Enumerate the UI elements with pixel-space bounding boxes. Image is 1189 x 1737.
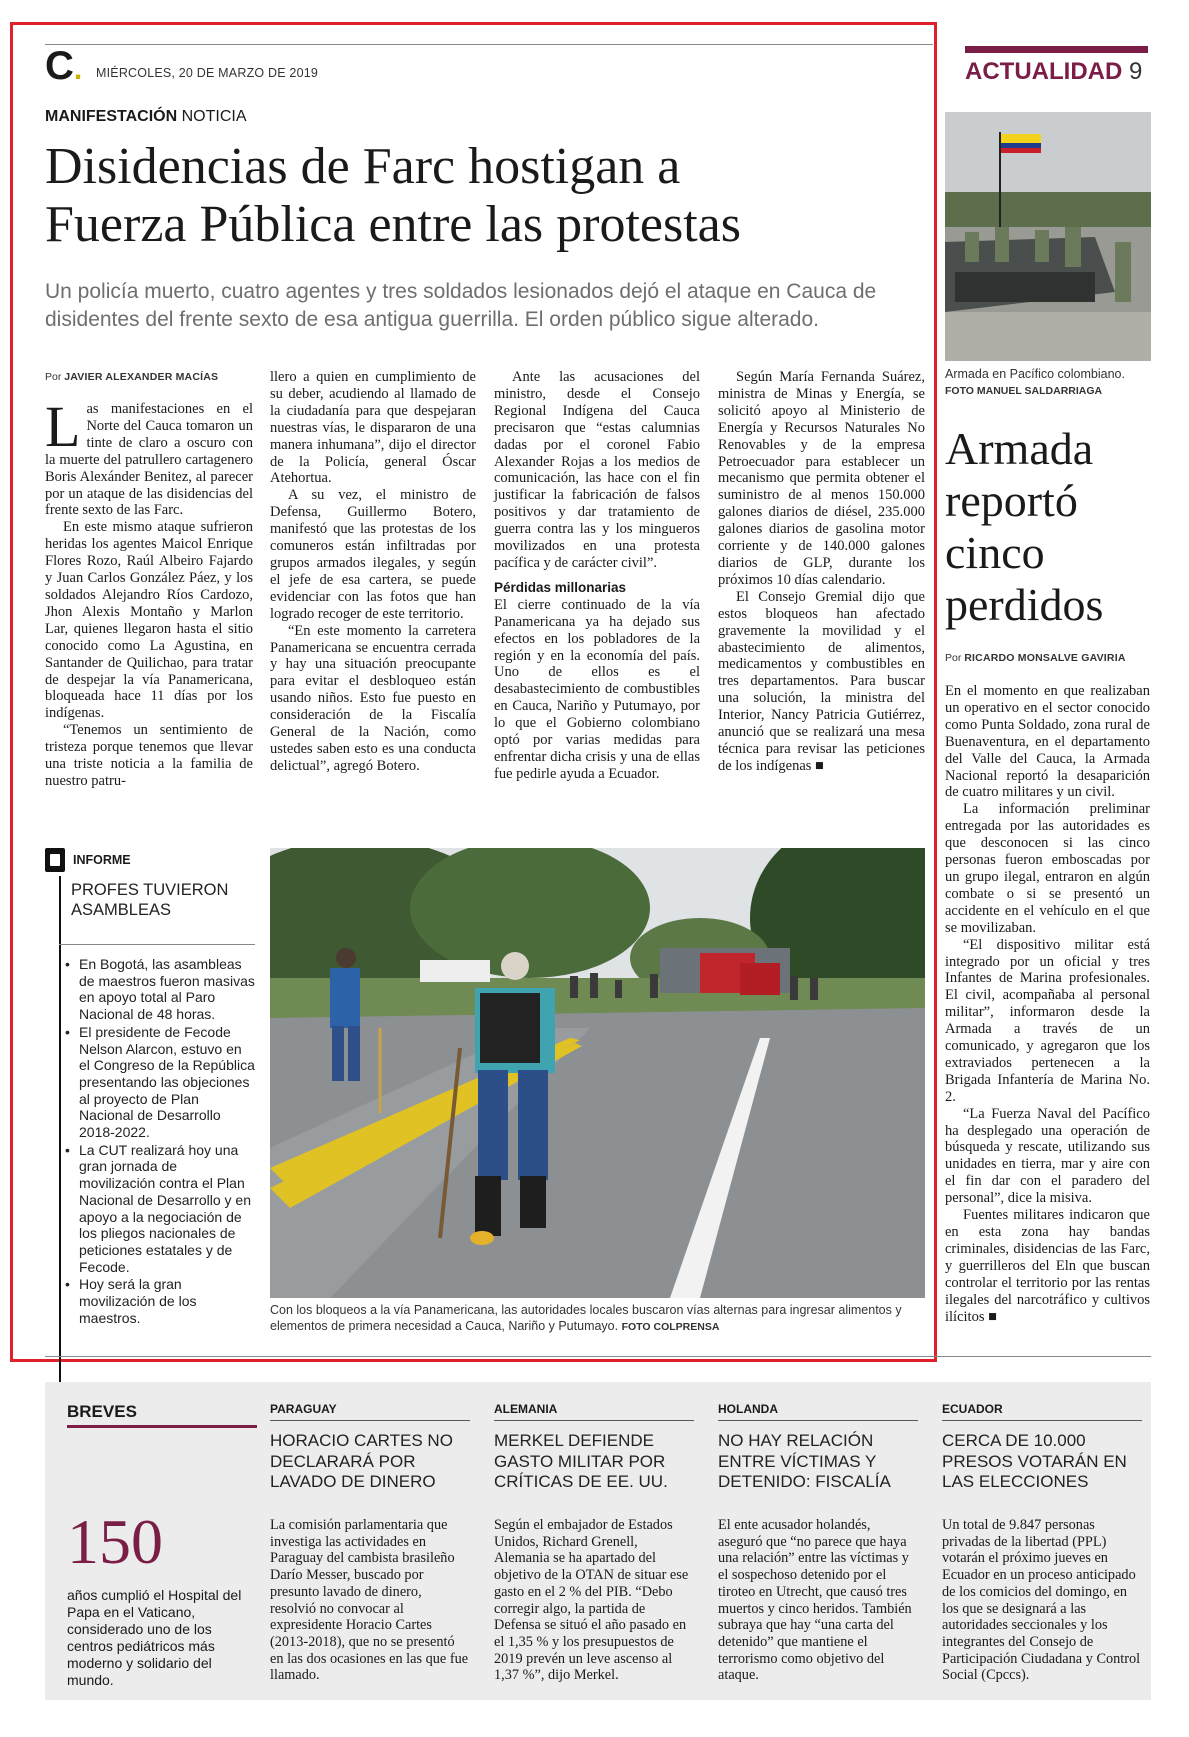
breves-panel — [45, 1382, 1151, 1700]
breves-title: BREVES — [67, 1402, 137, 1421]
side-headline: Armada reportó cinco perdidos — [945, 423, 1104, 630]
list-item: • Hoy será la gran movilización de los maestros. — [65, 1276, 255, 1326]
breve-text: Un total de 9.847 personas privadas de la libertad (PPL) votarán el próximo jueves en Ecuador en un proceso anticipado de los comicios del domingo, en los que se designará a las autoridades seccionales y los integrantes del Consejo de Participación Ciudadana y Control Social (Cpccs). — [942, 1517, 1141, 1684]
breves-big-text: años cumplió el Hospital del Papa en el Vaticano, considerado uno de los centros pediátricos más moderno y solidario del mundo. — [67, 1587, 242, 1688]
article-column-4: Según María Fernanda Suárez, ministra de Minas y Energía, se solicitó apoyo al Ministerio de Energía y Recursos Naturales No Renovables y de la empresa Petroecuador para establecer un mecanismo que permita obtener el suministro de al menos 150.000 galones diarios de diésel, 235.000 galones diarios de gasolina motor corriente y de 140.000 galones diarios de GLP, durante los próximos 10 días calendario. El Consejo Gremial dijo que estos bloqueos han afectado gravemente la movilidad y el abastecimiento de alimentos, medicamentos y combustibles en tres departamentos. Para buscar una solución, la ministra del Interior, Nancy Patricia Gutiérrez, anunció que se realizará una mesa técnica para revisar las peticiones de los indígenas ■ — [718, 369, 925, 774]
breve-title: CERCA DE 10.000 PRESOS VOTARÁN EN LAS ELECCIONES — [942, 1431, 1127, 1491]
breve-country: ECUADOR — [942, 1402, 1003, 1416]
breve-title: HORACIO CARTES NO DECLARARÁ POR LAVADO DE DINERO — [270, 1431, 453, 1491]
article-headline: Disidencias de Farc hostigan a Fuerza Pública entre las protestas — [45, 138, 741, 253]
list-item: • El presidente de Fecode Nelson Alarcon, estuvo en el Congreso de la República presentando las objeciones al proyecto de Plan Nacional de Desarrollo 2018-2022. — [65, 1024, 255, 1141]
page-number: 9 — [1128, 58, 1143, 85]
breve-title: NO HAY RELACIÓN ENTRE VÍCTIMAS Y DETENIDO: FISCALÍA — [718, 1431, 891, 1491]
breve-text: Según el embajador de Estados Unidos, Richard Grenell, Alemania se ha apartado del objetivo de la OTAN de situar ese gasto en el 2 % del PIB. “Debo corregir algo, la partida de Defensa se situó el año pasado en el 1,35 % y los presupuestos de 2019 prevén un leve ascenso al 1,37 %”, dijo Merkel. — [494, 1517, 689, 1684]
article-deck: Un policía muerto, cuatro agentes y tres soldados lesionados dejó el ataque en Cauca de disidentes del frente sexto de esa antigua guerrilla. El orden público sigue alterado. — [45, 280, 877, 331]
breve-country: HOLANDA — [718, 1402, 778, 1416]
breve-item — [942, 1402, 1142, 1684]
list-item: • En Bogotá, las asambleas de maestros fueron masivas en apoyo total al Paro Nacional de 48 horas. — [65, 956, 255, 1023]
breve-title: MERKEL DEFIENDE GASTO MILITAR POR CRÍTICAS DE EE. UU. — [494, 1431, 668, 1491]
side-photo-credit: FOTO MANUEL SALDARRIAGA — [945, 385, 1103, 397]
header-rule — [45, 44, 933, 45]
main-photo-caption: Con los bloqueos a la vía Panamericana, las autoridades locales buscaron vías alternas para ingresar alimentos y elementos de primera necesidad a Cauca, Nariño y Putumayo. FOTO COLPRENSA — [270, 1303, 902, 1333]
section-label: ACTUALIDAD 9 — [965, 58, 1143, 85]
footer-rule — [45, 1356, 1151, 1357]
main-photo — [270, 848, 925, 1298]
section-bar — [965, 46, 1148, 53]
breve-country: PARAGUAY — [270, 1402, 337, 1416]
article-column-3: Ante las acusaciones del ministro, desde el Consejo Regional Indígena del Cauca precisaron que “estas calumnias dadas por el coronel Fabio Alexander Rojas a los medios de comunicación, las hace con el fin justificar la fabricación de falsos positivos y dar tratamiento de guerra contra las y los mingueros movilizados en una protesta pacífica y de carácter civil”. Pérdidas millonarias El cierre continuado de la vía Panamericana ya ha dejado sus efectos en los pobladores de la región y en la economía del país. Uno de ellos es el desabastecimiento de combustibles en Cauca, Nariño y Putumayo, por lo que el Gobierno colombiano optó por varias medidas para enfrentar dicha crisis y una de ellas fue pedirle ayuda a Ecuador. — [494, 369, 700, 782]
side-photo-caption: Armada en Pacífico colombiano. FOTO MANUEL SALDARRIAGA — [945, 367, 1125, 397]
newspaper-logo: C. — [45, 44, 83, 88]
informe-title: PROFES TUVIERON ASAMBLEAS — [71, 881, 229, 919]
issue-date: MIÉRCOLES, 20 DE MARZO DE 2019 — [96, 66, 319, 80]
list-item: • La CUT realizará hoy una gran jornada de movilización contra el Plan Nacional de Desarrollo y en apoyo a la negociación de los pliegos nacionales de peticiones estatales y de Fecode. — [65, 1142, 255, 1276]
side-photo — [945, 112, 1151, 361]
breves-big-number: 150 — [67, 1506, 163, 1577]
article-column-2: llero a quien en cumplimiento de su deber, acudiendo al llamado de la ciudadanía para que despejaran nuestras vías, le dispararon de una manera inhumana”, dijo el director de la Policía, general Óscar Atehortua. A su vez, el ministro de Defensa, Guillermo Botero, manifestó que las protestas de los comuneros están infiltradas por grupos armados ilegales, y según el jefe de esa cartera, se puede evidenciar con las fotos que han logrado recoger de este territorio. “En este momento la carretera Panamericana se encuentra cerrada y hay una situación preocupante para evitar el desbloqueo están usando niños. Esto fue puesto en consideración de la Fiscalía General de la Nación, como ustedes saben esto es una conducta delictual”, agregó Botero. — [270, 369, 476, 774]
article-column-1: Las manifestaciones en el Norte del Cauca tomaron un tinte de claro a oscuro con la muerte del patrullero cartagenero Boris Alexánder Benitez, al parecer por un ataque de las disidencias del frente sexto de las Farc. En este mismo ataque sufrieron heridas los agentes Maicol Enrique Flores Rozo, Raúl Albeiro Fajardo y Juan Carlos González Páez, y los soldados Alejandro Ríos Cardozo, Jhon Alexis Montaño y Marlon Lar, quienes llegaron hasta el sitio conocido como La Agustina, en Santander de Quilichao, para tratar de despejar la vía Panamericana, bloqueada hace 11 días por los indígenas. “Tenemos un sentimiento de tristeza porque tenemos que llevar una triste noticia a la familia de nuestro patru- — [45, 394, 253, 789]
article-kicker: MANIFESTACIÓN NOTICIA — [45, 108, 247, 125]
article-byline: Por JAVIER ALEXANDER MACÍAS — [45, 371, 219, 383]
photo-credit: FOTO COLPRENSA — [621, 1321, 720, 1333]
document-icon — [45, 848, 65, 872]
informe-list — [65, 956, 255, 1327]
informe-label: INFORME — [73, 853, 131, 867]
subheading: Pérdidas millonarias — [494, 579, 627, 595]
breve-text: El ente acusador holandés, aseguró que “no parece que haya una relación” entre las víctimas y el sospechoso detenido por el tiroteo en Utrecht, que causó tres muertos y cinco heridos. También subraya que hay “una carta del detenido” que mantiene el terrorismo como objetivo del ataque. — [718, 1517, 912, 1684]
breve-item — [494, 1402, 694, 1684]
breve-text: La comisión parlamentaria que investiga las actividades en Paraguay del cambista brasileño Darío Messer, buscado por presunto lavado de dinero, resolvió no convocar al expresidente Horacio Cartes (2013-2018), que no se presentó en las dos ocasiones en las que fue llamado. — [270, 1517, 469, 1684]
breve-country: ALEMANIA — [494, 1402, 558, 1416]
breve-item — [270, 1402, 470, 1684]
informe-box — [45, 848, 255, 1326]
side-article-body: En el momento en que realizaban un operativo en el sector conocido como Punta Soldado, zona rural de Buenaventura, en el departamento del Valle del Cauca, la Armada Nacional reportó la desaparición de cuatro militares y un civil. La información preliminar entregada por las autoridades es que desconocen si las cinco personas fueron emboscadas por un grupo ilegal, entraron en algún combate o si se presentó un accidente en el vehículo en el que se movilizaban. “El dispositivo militar está integrado por un oficial y tres Infantes de Marina profesionales. El civil, acompañaba al personal militar”, informaron desde la Armada a través de un comunicado, y agregaron que los extraviados pertenecen a la Brigada Infantería de Marina No. 2. “La Fuerza Naval del Pacífico ha desplegado una operación de búsqueda y rescate, utilizando sus unidades en tierra, mar y aire con el fin dar con el paradero del personal”, dice la misiva. Fuentes militares indicaron que en esta zona hay bandas criminales, disidencias de las Farc, y guerrilleros del Eln que buscan controlar el territorio por las rentas ilegales del narcotráfico y cultivos ilícitos ■ — [945, 683, 1150, 1325]
side-byline: Por RICARDO MONSALVE GAVIRIA — [945, 652, 1126, 664]
breve-item — [718, 1402, 918, 1684]
